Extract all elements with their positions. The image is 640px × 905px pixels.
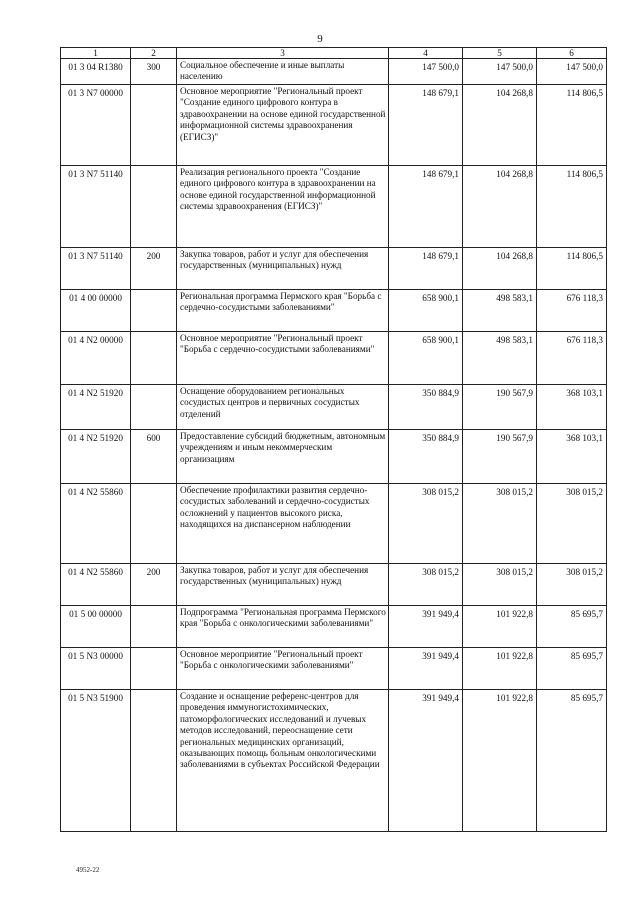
item-name: Оснащение оборудованием региональных сосудистых центров и первичных сосудистых отделений: [177, 385, 389, 430]
target-code: 01 4 00 00000: [61, 290, 131, 332]
amount-col6: 85 695,7: [537, 606, 607, 648]
expense-type: 200: [131, 248, 177, 290]
amount-col5: 101 922,8: [463, 690, 537, 832]
table-row: [61, 564, 607, 606]
table-row: [61, 59, 607, 85]
expense-type: 300: [131, 59, 177, 85]
expense-type: 600: [131, 430, 177, 484]
expense-type: 200: [131, 564, 177, 606]
column-header-2: 2: [131, 48, 177, 59]
table-row: [61, 690, 607, 832]
amount-col4: 391 949,4: [389, 690, 463, 832]
target-code: 01 3 N7 51140: [61, 248, 131, 290]
amount-col4: 658 900,1: [389, 290, 463, 332]
amount-col5: 190 567,9: [463, 430, 537, 484]
item-name: Реализация регионального проекта "Создание единого цифрового контура в здравоохранении на основе единой государственной информационной системы здравоохранения (ЕГИСЗ)": [177, 166, 389, 248]
amount-col4: 350 884,9: [389, 385, 463, 430]
item-name: Основное мероприятие "Региональный проект "Борьба с онкологическими заболеваниями": [177, 648, 389, 690]
item-name: Основное мероприятие "Региональный проект "Борьба с сердечно-сосудистыми заболеваниями": [177, 332, 389, 385]
amount-col4: 391 949,4: [389, 648, 463, 690]
table-row: [61, 606, 607, 648]
table-row: [61, 290, 607, 332]
item-name: Основное мероприятие "Региональный проект "Создание единого цифрового контура в здравоохранении на основе единой государственной информационной системы здравоохранения (ЕГИСЗ)": [177, 85, 389, 166]
expense-type: [131, 385, 177, 430]
table-row: [61, 248, 607, 290]
item-name: Обеспечение профилактики развития сердечно-сосудистых заболеваний и сердечно-сосудистых осложнений у пациентов высокого риска, находящихся на диспансерном наблюдении: [177, 484, 389, 564]
item-name: Создание и оснащение референс-центров для проведения иммуногистохимических, патоморфологических исследований и лучевых методов исследований, переоснащение сети региональных медицинских организаций, оказывающих помощь больным онкологическими заболеваниями в субъектах Российской Федерации: [177, 690, 389, 832]
expense-type: [131, 606, 177, 648]
amount-col5: 147 500,0: [463, 59, 537, 85]
amount-col6: 85 695,7: [537, 690, 607, 832]
amount-col5: 308 015,2: [463, 564, 537, 606]
amount-col5: 498 583,1: [463, 332, 537, 385]
column-header-6: 6: [537, 48, 607, 59]
table-row: [61, 648, 607, 690]
item-name: Предоставление субсидий бюджетным, автономным учреждениям и иным некоммерческим организациям: [177, 430, 389, 484]
expense-type: [131, 648, 177, 690]
amount-col5: 104 268,8: [463, 166, 537, 248]
column-header-4: 4: [389, 48, 463, 59]
target-code: 01 3 N7 51140: [61, 166, 131, 248]
amount-col4: 148 679,1: [389, 85, 463, 166]
table-row: [61, 430, 607, 484]
amount-col4: 147 500,0: [389, 59, 463, 85]
amount-col6: 114 806,5: [537, 166, 607, 248]
table-row: [61, 166, 607, 248]
amount-col6: 147 500,0: [537, 59, 607, 85]
expense-type: [131, 332, 177, 385]
item-name: Региональная программа Пермского края "Борьба с сердечно-сосудистыми заболеваниями": [177, 290, 389, 332]
expense-type: [131, 85, 177, 166]
target-code: 01 3 N7 00000: [61, 85, 131, 166]
amount-col6: 368 103,1: [537, 430, 607, 484]
target-code: 01 4 N2 55860: [61, 484, 131, 564]
expense-type: [131, 166, 177, 248]
amount-col6: 308 015,2: [537, 564, 607, 606]
amount-col6: 85 695,7: [537, 648, 607, 690]
amount-col5: 308 015,2: [463, 484, 537, 564]
footer-code: 4952-22: [76, 866, 100, 874]
amount-col5: 190 567,9: [463, 385, 537, 430]
amount-col4: 391 949,4: [389, 606, 463, 648]
amount-col4: 148 679,1: [389, 248, 463, 290]
amount-col6: 114 806,5: [537, 85, 607, 166]
amount-col5: 104 268,8: [463, 85, 537, 166]
amount-col4: 308 015,2: [389, 484, 463, 564]
amount-col4: 350 884,9: [389, 430, 463, 484]
column-header-3: 3: [177, 48, 389, 59]
table-row: [61, 332, 607, 385]
target-code: 01 4 N2 55860: [61, 564, 131, 606]
target-code: 01 5 N3 00000: [61, 648, 131, 690]
amount-col5: 498 583,1: [463, 290, 537, 332]
amount-col6: 114 806,5: [537, 248, 607, 290]
table-header-row: [61, 48, 607, 59]
table-row: [61, 85, 607, 166]
amount-col5: 101 922,8: [463, 606, 537, 648]
budget-table: [60, 47, 607, 832]
amount-col6: 676 118,3: [537, 290, 607, 332]
target-code: 01 5 00 00000: [61, 606, 131, 648]
item-name: Социальное обеспечение и иные выплаты населению: [177, 59, 389, 85]
amount-col6: 676 118,3: [537, 332, 607, 385]
amount-col4: 658 900,1: [389, 332, 463, 385]
target-code: 01 5 N3 51900: [61, 690, 131, 832]
amount-col5: 104 268,8: [463, 248, 537, 290]
target-code: 01 4 N2 51920: [61, 385, 131, 430]
amount-col4: 308 015,2: [389, 564, 463, 606]
item-name: Подпрограмма "Региональная программа Пермского края "Борьба с онкологическими заболеваниями": [177, 606, 389, 648]
column-header-5: 5: [463, 48, 537, 59]
amount-col5: 101 922,8: [463, 648, 537, 690]
target-code: 01 4 N2 51920: [61, 430, 131, 484]
item-name: Закупка товаров, работ и услуг для обеспечения государственных (муниципальных) нужд: [177, 564, 389, 606]
expense-type: [131, 290, 177, 332]
target-code: 01 4 N2 00000: [61, 332, 131, 385]
page-number: 9: [317, 33, 323, 45]
column-header-1: 1: [61, 48, 131, 59]
item-name: Закупка товаров, работ и услуг для обеспечения государственных (муниципальных) нужд: [177, 248, 389, 290]
expense-type: [131, 690, 177, 832]
table-row: [61, 484, 607, 564]
amount-col6: 368 103,1: [537, 385, 607, 430]
expense-type: [131, 484, 177, 564]
table-row: [61, 385, 607, 430]
target-code: 01 3 04 R1380: [61, 59, 131, 85]
amount-col4: 148 679,1: [389, 166, 463, 248]
amount-col6: 308 015,2: [537, 484, 607, 564]
